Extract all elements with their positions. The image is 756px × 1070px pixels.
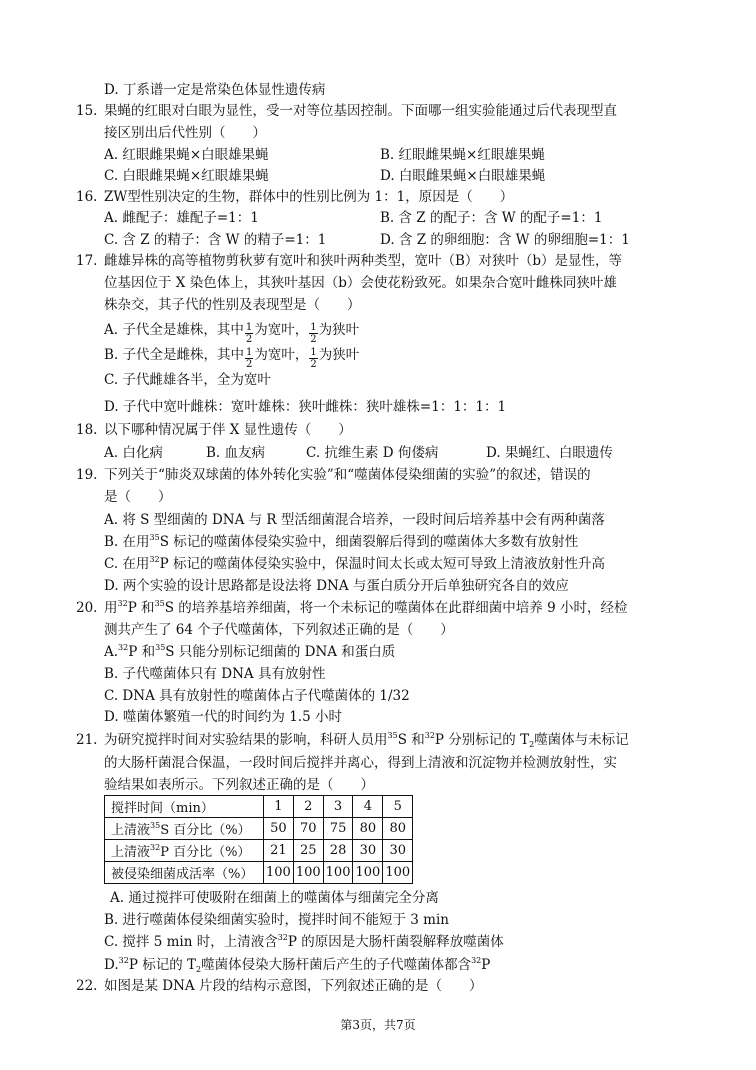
table-cell: 100 [323, 862, 353, 884]
table-cell: 1 [264, 796, 294, 818]
q21-number: 21. [76, 732, 98, 748]
q19-number: 19. [76, 467, 98, 483]
q22-stem: 如图是某 DNA 片段的结构示意图，下列叙述正确的是（ ） [104, 978, 483, 994]
table-cell: 100 [383, 862, 413, 884]
q21-stem-cont2: 验结果如表所示。下列叙述正确的是（ ） [104, 777, 374, 793]
q21-stem-cont: 的大肠杆菌混合保温，一段时间后搅拌并离心，得到上清液和沉淀物并检测放射性，实 [104, 755, 617, 771]
table-cell: 30 [353, 840, 383, 862]
table-cell: 21 [264, 840, 294, 862]
q20-stem-cont: 测共产生了 64 个子代噬菌体，下列叙述正确的是（ ） [104, 622, 454, 638]
q17-option-c: C. 子代雌雄各半，全为宽叶 [104, 372, 271, 388]
q21-stem: 为研究搅拌时间对实验结果的影响，科研人员用$^{35}$S 和$^{32}$P 分别标记的 $T_2$噬菌体与未标记 [104, 731, 629, 749]
table-header-label: 搅拌时间（min） [105, 796, 264, 818]
table-cell: 75 [323, 818, 353, 840]
q15-stem: 果蝇的红眼对白眼为显性，受一对等位基因控制。下面哪一组实验能通过后代表现型直 [104, 103, 617, 119]
table-cell: 30 [383, 840, 413, 862]
table-cell: 80 [353, 818, 383, 840]
table-row [105, 862, 413, 884]
table-cell: 28 [323, 840, 353, 862]
q17-stem: 雌雄异株的高等植物剪秋萝有宽叶和狭叶两种类型，宽叶（B）对狭叶（b）是显性，等 [104, 253, 623, 269]
table-cell: 100 [293, 862, 323, 884]
q20-stem: 用$^{32}$P 和$^{35}$S 的培养基培养细菌，将一个未标记的噬菌体在此群细菌中培养 9 小时，经检 [104, 599, 628, 616]
table-row [105, 818, 413, 840]
q16-option-d: D. 含 Z 的卵细胞：含 W 的卵细胞=1：1 [380, 232, 630, 248]
table-row-label: 上清液$^{35}$S 百分比（%） [105, 818, 264, 840]
q21-option-a: A. 通过搅拌可使吸附在细菌上的噬菌体与细菌完全分离 [110, 890, 439, 906]
q20-option-d: D. 噬菌体繁殖一代的时间约为 1.5 小时 [104, 709, 342, 725]
fraction-half: $\frac{1}{2}$ [246, 347, 253, 370]
fraction-half: $\frac{1}{2}$ [310, 347, 317, 370]
q19-option-d: D. 两个实验的设计思路都是设法将 DNA 与蛋白质分开后单独研究各自的效应 [104, 578, 569, 594]
table-cell: 3 [323, 796, 353, 818]
table-row [105, 796, 413, 818]
q19-stem: 下列关于“肺炎双球菌的体外转化实验”和“噬菌体侵染细菌的实验”的叙述，错误的 [104, 467, 591, 483]
q17-stem-cont2: 株杂交，其子代的性别及表现型是（ ） [104, 297, 361, 313]
q18-option-c: C. 抗维生素 D 佝偻病 [306, 445, 439, 461]
table-row-label: 被侵染细菌成活率（%） [105, 862, 264, 884]
table-cell: 4 [353, 796, 383, 818]
q17-option-d: D. 子代中宽叶雌株：宽叶雄株：狭叶雌株：狭叶雄株=1：1：1：1 [104, 399, 507, 415]
table-cell: 5 [383, 796, 413, 818]
q17-option-b: B. 子代全是雌株，其中 $\frac{1}{2}$ 为宽叶， $\frac{1}{2}$ 为狭叶 [104, 347, 360, 370]
fraction-half: $\frac{1}{2}$ [310, 322, 317, 345]
q18-number: 18. [76, 422, 98, 438]
q16-stem: ZW型性别决定的生物，群体中的性别比例为 1：1，原因是（ ） [104, 189, 514, 205]
q19-stem-cont: 是（ ） [104, 489, 172, 505]
table-cell: 70 [293, 818, 323, 840]
q17-option-a: A. 子代全是雄株，其中 $\frac{1}{2}$ 为宽叶， $\frac{1}{2}$ 为狭叶 [104, 322, 360, 345]
table-cell: 2 [293, 796, 323, 818]
q15-option-b: B. 红眼雌果蝇×红眼雄果蝇 [380, 147, 545, 163]
table-cell: 50 [264, 818, 294, 840]
q20-option-a: A.$^{32}$P 和$^{35}$S 只能分别标记细菌的 DNA 和蛋白质 [104, 643, 396, 660]
q15-number: 15. [76, 103, 98, 119]
q21-option-b: B. 进行噬菌体侵染细菌实验时，搅拌时间不能短于 3 min [104, 912, 449, 928]
table-cell: 100 [264, 862, 294, 884]
table-row [105, 840, 413, 862]
q15-option-a: A. 红眼雌果蝇×白眼雄果蝇 [104, 147, 269, 163]
table-cell: 25 [293, 840, 323, 862]
q16-number: 16. [76, 189, 98, 205]
q18-option-a: A. 白化病 [104, 445, 163, 461]
q20-number: 20. [76, 600, 98, 616]
q19-option-b: B. 在用$^{35}$S 标记的噬菌体侵染实验中，细菌裂解后得到的噬菌体大多数有放射性 [104, 533, 579, 550]
q15-option-d: D. 白眼雌果蝇×白眼雄果蝇 [380, 168, 546, 184]
q21-option-c: C. 搅拌 5 min 时，上清液含$^{32}$P 的原因是大肠杆菌裂解释放噬菌体 [104, 933, 504, 950]
q14-option-d: D. 丁系谱一定是常染色体显性遗传病 [104, 82, 326, 98]
results-table [104, 795, 413, 884]
q16-option-a: A. 雌配子：雄配子=1：1 [104, 210, 259, 226]
q20-option-b: B. 子代噬菌体只有 DNA 具有放射性 [104, 666, 326, 682]
q15-option-c: C. 白眼雌果蝇×红眼雄果蝇 [104, 168, 269, 184]
q18-option-b: B. 血友病 [206, 445, 266, 461]
table-row-label: 上清液$^{32}$P 百分比（%） [105, 840, 264, 862]
fraction-half: $\frac{1}{2}$ [245, 322, 253, 345]
q19-option-c: C. 在用$^{32}$P 标记的噬菌体侵染实验中，保温时间太长或太短可导致上清液放射性升高 [104, 555, 605, 572]
q15-stem-cont: 接区别出后代性别（ ） [104, 125, 266, 141]
table-cell: 80 [383, 818, 413, 840]
q16-option-b: B. 含 Z 的配子：含 W 的配子=1：1 [380, 210, 603, 226]
table-cell: 100 [353, 862, 383, 884]
page-footer: 第3页，共7页 [340, 1018, 416, 1032]
q19-option-a: A. 将 S 型细菌的 DNA 与 R 型活细菌混合培养，一段时间后培养基中会有两种菌落 [104, 512, 605, 528]
q17-stem-cont: 位基因位于 X 染色体上，其狭叶基因（b）会使花粉致死。如果杂合宽叶雌株同狭叶雄 [104, 275, 617, 291]
q22-number: 22. [76, 978, 98, 994]
q20-option-c: C. DNA 具有放射性的噬菌体占子代噬菌体的 1/32 [104, 688, 410, 704]
q18-option-d: D. 果蝇红、白眼遗传 [486, 445, 613, 461]
q18-stem: 以下哪种情况属于伴 X 显性遗传（ ） [104, 422, 352, 438]
q17-number: 17. [76, 253, 98, 269]
q21-option-d: D.$^{32}$P 标记的 $T_2$噬菌体侵染大肠杆菌后产生的子代噬菌体都含$^{32}$P [104, 956, 491, 974]
q16-option-c: C. 含 Z 的精子：含 W 的精子=1：1 [104, 232, 327, 248]
